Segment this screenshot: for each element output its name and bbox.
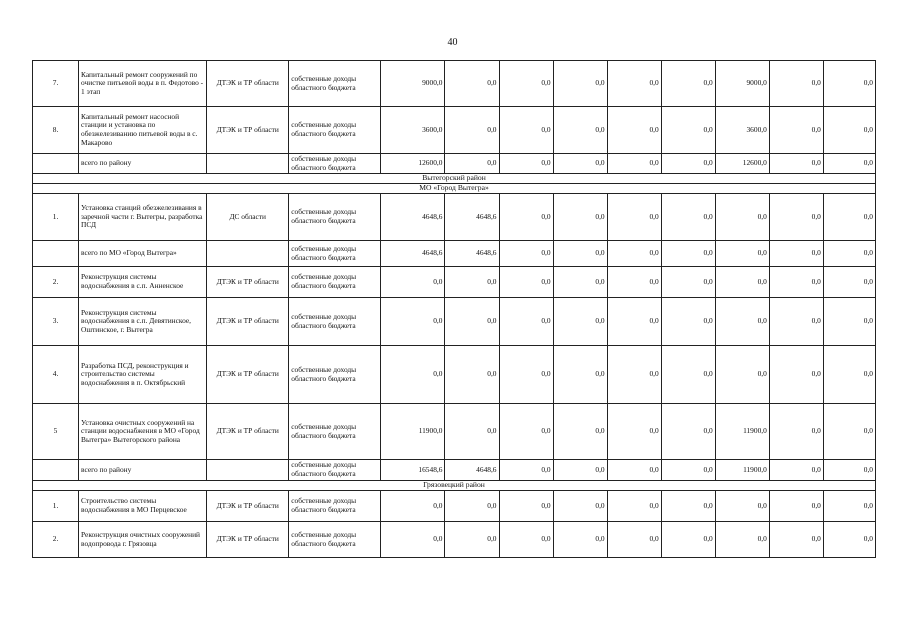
executor bbox=[207, 460, 289, 481]
amount-cell: 0,0 bbox=[715, 298, 769, 346]
table-row bbox=[33, 267, 876, 298]
amount-cell: 0,0 bbox=[381, 267, 445, 298]
table-row bbox=[33, 61, 876, 107]
amount-cell: 0,0 bbox=[445, 491, 499, 522]
table-row bbox=[33, 154, 876, 174]
amount-cell: 0,0 bbox=[499, 346, 553, 404]
amount-cell: 0,0 bbox=[769, 194, 823, 241]
amount-cell: 0,0 bbox=[661, 298, 715, 346]
amount-cell: 0,0 bbox=[553, 460, 607, 481]
section-header-row bbox=[33, 481, 876, 491]
amount-cell: 9000,0 bbox=[381, 61, 445, 107]
amount-cell: 16548,6 bbox=[381, 460, 445, 481]
section-title: Вытегорский район bbox=[33, 174, 876, 184]
amount-cell: 0,0 bbox=[661, 61, 715, 107]
amount-cell: 0,0 bbox=[823, 241, 875, 267]
measure-name: Разработка ПСД, реконструкция и строительство системы водоснабжения в п. Октябрьский bbox=[79, 346, 207, 404]
executor: ДТЭК и ТР области bbox=[207, 267, 289, 298]
row-index: 4. bbox=[33, 346, 79, 404]
row-index: 1. bbox=[33, 491, 79, 522]
amount-cell: 0,0 bbox=[769, 460, 823, 481]
amount-cell: 0,0 bbox=[553, 404, 607, 460]
funding-source: собственные доходы областного бюджета bbox=[289, 346, 381, 404]
measure-name: Капитальный ремонт сооружений по очистке питьевой воды в п. Федотово - 1 этап bbox=[79, 61, 207, 107]
amount-cell: 11900,0 bbox=[381, 404, 445, 460]
amount-cell: 0,0 bbox=[823, 61, 875, 107]
amount-cell: 0,0 bbox=[381, 346, 445, 404]
row-index: 7. bbox=[33, 61, 79, 107]
amount-cell: 0,0 bbox=[607, 267, 661, 298]
amount-cell: 0,0 bbox=[661, 460, 715, 481]
amount-cell: 0,0 bbox=[769, 298, 823, 346]
amount-cell: 0,0 bbox=[769, 154, 823, 174]
amount-cell: 0,0 bbox=[661, 346, 715, 404]
table-row bbox=[33, 107, 876, 154]
amount-cell: 0,0 bbox=[499, 61, 553, 107]
amount-cell: 0,0 bbox=[769, 404, 823, 460]
amount-cell: 0,0 bbox=[445, 346, 499, 404]
funding-source: собственные доходы областного бюджета bbox=[289, 267, 381, 298]
executor: ДТЭК и ТР области bbox=[207, 491, 289, 522]
amount-cell: 0,0 bbox=[823, 522, 875, 558]
amount-cell: 0,0 bbox=[499, 404, 553, 460]
amount-cell: 0,0 bbox=[607, 491, 661, 522]
amount-cell: 0,0 bbox=[445, 404, 499, 460]
row-index bbox=[33, 460, 79, 481]
amount-cell: 0,0 bbox=[445, 267, 499, 298]
funding-source: собственные доходы областного бюджета bbox=[289, 241, 381, 267]
executor: ДТЭК и ТР области bbox=[207, 298, 289, 346]
amount-cell: 0,0 bbox=[499, 154, 553, 174]
amount-cell: 0,0 bbox=[445, 298, 499, 346]
amount-cell: 0,0 bbox=[553, 61, 607, 107]
row-index bbox=[33, 154, 79, 174]
amount-cell: 0,0 bbox=[445, 107, 499, 154]
amount-cell: 0,0 bbox=[661, 241, 715, 267]
amount-cell: 0,0 bbox=[823, 460, 875, 481]
amount-cell: 0,0 bbox=[769, 267, 823, 298]
executor: ДТЭК и ТР области bbox=[207, 61, 289, 107]
amount-cell: 0,0 bbox=[769, 107, 823, 154]
executor bbox=[207, 154, 289, 174]
amount-cell: 0,0 bbox=[445, 154, 499, 174]
section-header-row bbox=[33, 184, 876, 194]
amount-cell: 0,0 bbox=[715, 241, 769, 267]
measure-name: Установка станций обезжелезивания в заречной части г. Вытегры, разработка ПСД bbox=[79, 194, 207, 241]
amount-cell: 0,0 bbox=[715, 267, 769, 298]
amount-cell: 0,0 bbox=[607, 522, 661, 558]
measure-name: Капитальный ремонт насосной станции и установка по обезжелезиванию питьевой воды в с. Макарово bbox=[79, 107, 207, 154]
amount-cell: 0,0 bbox=[607, 346, 661, 404]
table-row bbox=[33, 522, 876, 558]
row-index: 2. bbox=[33, 267, 79, 298]
measure-name: Реконструкция системы водоснабжения в с.п. Анненское bbox=[79, 267, 207, 298]
funding-source: собственные доходы областного бюджета bbox=[289, 404, 381, 460]
amount-cell: 0,0 bbox=[445, 522, 499, 558]
section-title: Грязовецкий район bbox=[33, 481, 876, 491]
amount-cell: 0,0 bbox=[661, 194, 715, 241]
measure-name: Реконструкция системы водоснабжения в с.п. Девятинское, Оштинское, г. Вытегра bbox=[79, 298, 207, 346]
row-index: 3. bbox=[33, 298, 79, 346]
amount-cell: 0,0 bbox=[661, 267, 715, 298]
amount-cell: 0,0 bbox=[823, 267, 875, 298]
amount-cell: 0,0 bbox=[769, 241, 823, 267]
amount-cell: 4648,6 bbox=[381, 241, 445, 267]
amount-cell: 3600,0 bbox=[381, 107, 445, 154]
amount-cell: 0,0 bbox=[823, 298, 875, 346]
amount-cell: 0,0 bbox=[381, 522, 445, 558]
amount-cell: 0,0 bbox=[661, 107, 715, 154]
amount-cell: 0,0 bbox=[553, 194, 607, 241]
amount-cell: 0,0 bbox=[607, 194, 661, 241]
row-index: 1. bbox=[33, 194, 79, 241]
amount-cell: 4648,6 bbox=[445, 241, 499, 267]
amount-cell: 0,0 bbox=[499, 267, 553, 298]
table-row bbox=[33, 241, 876, 267]
amount-cell: 0,0 bbox=[715, 491, 769, 522]
row-index bbox=[33, 241, 79, 267]
measure-name: всего по МО «Город Вытегра» bbox=[79, 241, 207, 267]
amount-cell: 0,0 bbox=[607, 107, 661, 154]
amount-cell: 0,0 bbox=[661, 404, 715, 460]
amount-cell: 0,0 bbox=[769, 491, 823, 522]
measure-name: Установка очистных сооружений на станции водоснабжения в МО «Город Вытегра» Вытегорского района bbox=[79, 404, 207, 460]
page-number: 40 bbox=[447, 37, 458, 48]
table-row bbox=[33, 491, 876, 522]
table-row bbox=[33, 404, 876, 460]
amount-cell: 4648,6 bbox=[381, 194, 445, 241]
amount-cell: 0,0 bbox=[553, 491, 607, 522]
amount-cell: 0,0 bbox=[769, 61, 823, 107]
amount-cell: 0,0 bbox=[661, 522, 715, 558]
amount-cell: 0,0 bbox=[607, 460, 661, 481]
amount-cell: 0,0 bbox=[823, 154, 875, 174]
funding-source: собственные доходы областного бюджета bbox=[289, 491, 381, 522]
measure-name: всего по району bbox=[79, 460, 207, 481]
amount-cell: 12600,0 bbox=[715, 154, 769, 174]
amount-cell: 12600,0 bbox=[381, 154, 445, 174]
amount-cell: 0,0 bbox=[607, 61, 661, 107]
amount-cell: 0,0 bbox=[499, 460, 553, 481]
amount-cell: 3600,0 bbox=[715, 107, 769, 154]
amount-cell: 0,0 bbox=[499, 491, 553, 522]
row-index: 8. bbox=[33, 107, 79, 154]
amount-cell: 0,0 bbox=[499, 522, 553, 558]
measure-name: Строительство системы водоснабжения в МО Перцевское bbox=[79, 491, 207, 522]
amount-cell: 0,0 bbox=[499, 298, 553, 346]
amount-cell: 0,0 bbox=[499, 107, 553, 154]
amount-cell: 0,0 bbox=[715, 346, 769, 404]
table-row bbox=[33, 460, 876, 481]
amount-cell: 0,0 bbox=[553, 298, 607, 346]
row-index: 2. bbox=[33, 522, 79, 558]
table-row bbox=[33, 194, 876, 241]
measure-name: Реконструкция очистных сооружений водопровода г. Грязовца bbox=[79, 522, 207, 558]
amount-cell: 0,0 bbox=[823, 194, 875, 241]
table-row bbox=[33, 346, 876, 404]
amount-cell: 4648,6 bbox=[445, 460, 499, 481]
amount-cell: 0,0 bbox=[769, 346, 823, 404]
amount-cell: 0,0 bbox=[607, 298, 661, 346]
funding-source: собственные доходы областного бюджета bbox=[289, 154, 381, 174]
amount-cell: 0,0 bbox=[553, 522, 607, 558]
amount-cell: 0,0 bbox=[499, 194, 553, 241]
funding-source: собственные доходы областного бюджета bbox=[289, 460, 381, 481]
amount-cell: 0,0 bbox=[553, 346, 607, 404]
amount-cell: 0,0 bbox=[499, 241, 553, 267]
amount-cell: 0,0 bbox=[553, 154, 607, 174]
measure-name: всего по району bbox=[79, 154, 207, 174]
funding-source: собственные доходы областного бюджета bbox=[289, 61, 381, 107]
executor: ДТЭК и ТР области bbox=[207, 522, 289, 558]
amount-cell: 11900,0 bbox=[715, 404, 769, 460]
executor: ДС области bbox=[207, 194, 289, 241]
amount-cell: 0,0 bbox=[823, 404, 875, 460]
amount-cell: 0,0 bbox=[607, 241, 661, 267]
amount-cell: 0,0 bbox=[607, 404, 661, 460]
row-index: 5 bbox=[33, 404, 79, 460]
funding-source: собственные доходы областного бюджета bbox=[289, 194, 381, 241]
amount-cell: 0,0 bbox=[553, 241, 607, 267]
amount-cell: 4648,6 bbox=[445, 194, 499, 241]
funding-source: собственные доходы областного бюджета bbox=[289, 298, 381, 346]
amount-cell: 0,0 bbox=[661, 154, 715, 174]
amount-cell: 0,0 bbox=[445, 61, 499, 107]
amount-cell: 0,0 bbox=[715, 522, 769, 558]
funding-source: собственные доходы областного бюджета bbox=[289, 522, 381, 558]
amount-cell: 0,0 bbox=[823, 346, 875, 404]
amount-cell: 0,0 bbox=[769, 522, 823, 558]
amount-cell: 0,0 bbox=[553, 267, 607, 298]
amount-cell: 9000,0 bbox=[715, 61, 769, 107]
section-header-row bbox=[33, 174, 876, 184]
amount-cell: 0,0 bbox=[553, 107, 607, 154]
executor bbox=[207, 241, 289, 267]
executor: ДТЭК и ТР области bbox=[207, 404, 289, 460]
amount-cell: 11900,0 bbox=[715, 460, 769, 481]
amount-cell: 0,0 bbox=[661, 491, 715, 522]
executor: ДТЭК и ТР области bbox=[207, 107, 289, 154]
section-title: МО «Город Вытегра» bbox=[33, 184, 876, 194]
budget-table bbox=[32, 60, 876, 558]
funding-source: собственные доходы областного бюджета bbox=[289, 107, 381, 154]
executor: ДТЭК и ТР области bbox=[207, 346, 289, 404]
amount-cell: 0,0 bbox=[823, 491, 875, 522]
amount-cell: 0,0 bbox=[607, 154, 661, 174]
amount-cell: 0,0 bbox=[715, 194, 769, 241]
amount-cell: 0,0 bbox=[823, 107, 875, 154]
amount-cell: 0,0 bbox=[381, 298, 445, 346]
amount-cell: 0,0 bbox=[381, 491, 445, 522]
table-row bbox=[33, 298, 876, 346]
